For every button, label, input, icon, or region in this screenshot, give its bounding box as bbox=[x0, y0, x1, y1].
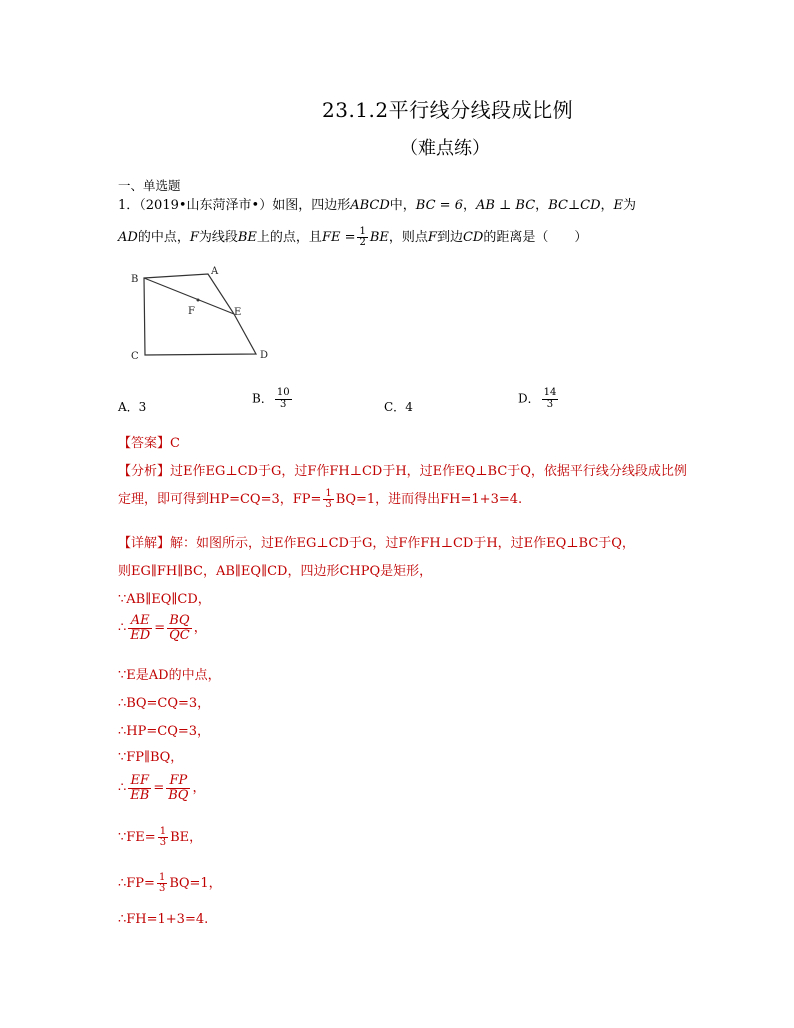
fraction-one-third bbox=[323, 489, 333, 511]
question-source: （2019•山东菏泽市•） bbox=[139, 198, 273, 213]
option-label: B． bbox=[252, 391, 273, 406]
fraction-denominator: QC bbox=[169, 627, 190, 643]
question-text: ， bbox=[462, 198, 476, 213]
page-title: 23.1.2平行线分线段成比例 bbox=[322, 98, 574, 122]
question-text: 上的点，且 bbox=[256, 230, 322, 245]
fraction-one-half bbox=[357, 227, 367, 249]
question-text: 到边 bbox=[436, 230, 463, 245]
fraction-denominator: 2 bbox=[359, 237, 366, 248]
detail-text: BE， bbox=[170, 830, 203, 845]
geometry-figure bbox=[120, 262, 290, 372]
question-text: ， bbox=[600, 198, 614, 213]
fraction-denominator: EB bbox=[130, 787, 150, 803]
detail-line-11 bbox=[118, 872, 222, 895]
math-be: BE bbox=[237, 230, 257, 245]
fraction-denominator: ED bbox=[130, 627, 151, 643]
equals-sign: = bbox=[153, 780, 165, 796]
question-text: ，则点 bbox=[388, 230, 428, 245]
analysis-text: 过E作EG⊥CD于G，过F作FH⊥CD于H，过E作EQ⊥BC于Q，依据平行线分线段成比例 bbox=[170, 464, 687, 479]
label-d: D bbox=[260, 350, 269, 361]
question-text: 中， bbox=[389, 198, 416, 213]
fraction-numerator: AE bbox=[128, 614, 152, 629]
point-f bbox=[197, 299, 200, 302]
fraction-denominator: 3 bbox=[158, 883, 166, 894]
detail-line-10 bbox=[118, 826, 202, 849]
fraction-ef-eb bbox=[128, 774, 151, 802]
option-value: 4 bbox=[405, 400, 413, 414]
detail-text: ∴ bbox=[118, 620, 127, 636]
label-b: B bbox=[131, 274, 139, 285]
section-heading: 一、单选题 bbox=[118, 178, 181, 193]
fraction-denominator: 3 bbox=[280, 398, 287, 410]
fraction-one-third bbox=[157, 873, 167, 895]
question-number: 1． bbox=[118, 198, 140, 213]
detail-line-2: 则EG∥FH∥BC，AB∥EQ∥CD，四边形CHPQ是矩形， bbox=[118, 564, 433, 579]
question-text: 为线段 bbox=[198, 230, 238, 245]
fraction-denominator: 3 bbox=[546, 398, 554, 410]
detail-text: ∵FE= bbox=[118, 830, 156, 845]
label-f: F bbox=[188, 306, 195, 317]
analysis-line-2 bbox=[118, 488, 522, 511]
fraction-numerator: 1 bbox=[159, 825, 167, 837]
option-label: A． bbox=[118, 400, 139, 414]
fraction-denominator: 3 bbox=[325, 499, 332, 510]
fraction-numerator: EF bbox=[128, 774, 151, 789]
fraction-denominator: 3 bbox=[159, 837, 167, 848]
fraction-numerator: FP bbox=[166, 774, 190, 789]
math-bc-perp-cd: BC⊥CD bbox=[548, 198, 601, 213]
detail-line-4 bbox=[118, 614, 207, 642]
page-subtitle: （难点练） bbox=[400, 138, 490, 159]
math-e: E bbox=[613, 198, 624, 213]
question-text: 的中点， bbox=[137, 230, 190, 245]
fraction-ae-ed bbox=[128, 614, 152, 642]
question-text: 的距离是（ ） bbox=[483, 230, 588, 245]
detail-tag: 【详解】 bbox=[118, 536, 171, 551]
option-d-fraction bbox=[542, 388, 559, 410]
math-abcd: ABCD bbox=[350, 198, 390, 213]
label-c: C bbox=[131, 351, 139, 362]
detail-line-5: ∵E是AD的中点， bbox=[118, 668, 221, 683]
detail-text: ， bbox=[192, 780, 206, 796]
fraction-numerator: 1 bbox=[359, 225, 366, 237]
fraction-bq-qc bbox=[167, 614, 192, 642]
analysis-line-1 bbox=[118, 460, 687, 479]
option-b-fraction bbox=[275, 388, 292, 410]
fraction-numerator: BQ bbox=[167, 614, 192, 629]
label-a: A bbox=[211, 266, 219, 277]
math-cd: CD bbox=[462, 230, 484, 245]
equals-sign: = bbox=[154, 620, 166, 636]
math-be: BE bbox=[369, 230, 389, 245]
math-ab-perp-bc: AB ⊥ BC bbox=[475, 198, 536, 213]
question-line-2 bbox=[118, 226, 587, 249]
detail-text: ∴FP= bbox=[118, 876, 155, 891]
detail-line-12: ∴FH=1+3=4. bbox=[118, 912, 209, 927]
detail-line-1 bbox=[118, 532, 635, 551]
detail-line-7: ∴HP=CQ=3， bbox=[118, 724, 211, 739]
detail-text: ∴ bbox=[118, 780, 127, 796]
label-e: E bbox=[234, 307, 242, 318]
detail-line-6: ∴BQ=CQ=3， bbox=[118, 696, 211, 711]
fraction-numerator: 14 bbox=[543, 387, 557, 398]
option-value: 3 bbox=[138, 400, 147, 414]
math-bc-equals-6: BC = 6 bbox=[415, 198, 463, 213]
analysis-tag: 【分析】 bbox=[118, 464, 171, 479]
question-line-1 bbox=[118, 194, 636, 213]
fraction-numerator: 1 bbox=[158, 871, 166, 883]
option-label: D． bbox=[518, 391, 540, 406]
answer-value: C bbox=[170, 436, 180, 451]
option-a[interactable] bbox=[118, 398, 146, 415]
fraction-denominator: BQ bbox=[168, 787, 189, 803]
answer-line bbox=[118, 432, 180, 451]
analysis-text: BQ=1，进而得出FH=1+3=4. bbox=[335, 492, 523, 507]
fraction-numerator: 10 bbox=[276, 387, 290, 398]
analysis-text: 定理，即可得到HP=CQ=3，FP= bbox=[118, 492, 322, 507]
option-d[interactable] bbox=[518, 388, 560, 410]
math-f: F bbox=[189, 230, 199, 245]
question-text: 如图，四边形 bbox=[272, 198, 351, 213]
math-f: F bbox=[427, 230, 437, 245]
question-text: 为 bbox=[623, 198, 637, 213]
detail-line-3: ∵AB∥EQ∥CD， bbox=[118, 592, 211, 607]
fraction-one-third bbox=[158, 827, 168, 849]
answer-tag: 【答案】 bbox=[118, 436, 171, 451]
fraction-numerator: 1 bbox=[325, 487, 332, 499]
option-label: C． bbox=[384, 400, 406, 414]
option-b[interactable] bbox=[252, 388, 294, 410]
detail-text: 解：如图所示，过E作EG⊥CD于G，过F作FH⊥CD于H，过E作EQ⊥BC于Q， bbox=[170, 536, 635, 551]
detail-line-8: ∵FP∥BQ， bbox=[118, 750, 184, 765]
math-fe-eq: FE = bbox=[321, 230, 356, 245]
question-text: ， bbox=[535, 198, 549, 213]
detail-line-9 bbox=[118, 774, 205, 802]
option-c[interactable] bbox=[384, 398, 413, 415]
detail-text: ， bbox=[193, 620, 207, 636]
detail-text: BQ=1， bbox=[169, 876, 222, 891]
math-ad: AD bbox=[118, 230, 138, 245]
fraction-fp-bq bbox=[166, 774, 190, 802]
